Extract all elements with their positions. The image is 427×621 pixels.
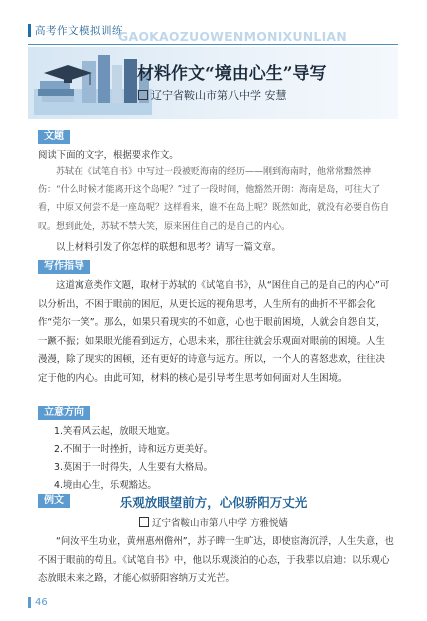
article-author-text: 辽宁省鞍山市第八中学 安慧 — [151, 89, 287, 102]
material-text: 苏轼在《试笔自书》中写过一段被贬海南的经历——刚到海南时，他常常黯然神伤：“什么时候才能离开这个岛呢？”过了一段时间，他豁然开朗：海南是岛，可往大了看，中原又何尝不是一座岛呢？这样看来，谁不在岛上呢？既然如此，就没有必要自伤自叹。想到此处，苏轼不禁大笑，原来困住自己的是自己的内心。 — [38, 167, 390, 232]
series-header — [28, 22, 123, 38]
prompt-requirement: 以上材料引发了你怎样的联想和思考？请写一篇文章。 — [56, 242, 282, 253]
example-title: 乐观放眼望前方，心似骄阳万丈光 — [119, 495, 308, 510]
direction-item-3: 3.莫困于一时得失，人生要有大格局。 — [54, 462, 213, 473]
section-label-liyi: 立意方向 — [38, 406, 90, 420]
checkbox-square-icon — [139, 517, 149, 527]
page-marker — [28, 597, 31, 608]
header-divider — [28, 44, 398, 45]
section-label-xiezuo: 写作指导 — [38, 260, 90, 274]
series-label: 高考作文模拟训练 — [35, 24, 123, 37]
writing-guide-text: 这道寓意类作文题，取材于苏轼的《试笔自书》，从“困住自己的是自己的内心”可以分析出，不困于眼前的困厄，从更长远的视角思考，人生所有的曲折不平都会化作“莞尔一笑”。那么，如果只看现实的不如意，心也于眼前困境，人就会自怨自艾，一蹶不振；如果眼光能看到远方，心思未来，那往往就会乐观面对眼前的困境。人生漫漫，除了现实的困顿，还有更好的诗意与远方。所以，一个人的喜怒悲欢，往往决定于他的内心。由此可知，材料的核心是引导考生思考如何面对人生困境。 — [38, 280, 390, 384]
direction-item-2: 2.不囿于一时挫折，诗和远方更美好。 — [54, 444, 213, 455]
section-label-wenti: 文题 — [38, 130, 70, 144]
article-title: 材料作文“境由心生”导写 — [137, 64, 327, 84]
example-author-text: 辽宁省鞍山市第八中学 方雅悦嫱 — [151, 518, 289, 529]
article-author — [138, 87, 408, 103]
checkbox-square-icon — [138, 90, 148, 100]
page-number — [28, 597, 48, 608]
direction-item-1: 1.笑看风云起，放眼天地宽。 — [54, 426, 176, 437]
page-number-text: 46 — [35, 597, 48, 608]
pinyin-banner: GAOKAOZUOWENMONIXUNLIAN — [118, 29, 347, 44]
series-marker — [28, 24, 31, 37]
example-author — [0, 515, 427, 529]
direction-item-4: 4.境由心生，乐观豁达。 — [54, 480, 157, 491]
prompt-intro: 阅读下面的文字，根据要求作文。 — [38, 150, 179, 161]
books-graduation-cap-illustration — [34, 51, 152, 115]
example-body: “问汝平生功业，黄州惠州儋州”，苏子睥一生旷达，即使宦海沉浮，人生失意，也不困于眼前的苟且。《试笔自书》中，他以乐观淡泊的心态，于我辈以启迪：以乐观心态放眼未来之路，才能心似骄阳容纳万丈光芒。 — [38, 536, 394, 584]
section-label-liwen: 例文 — [38, 494, 70, 508]
